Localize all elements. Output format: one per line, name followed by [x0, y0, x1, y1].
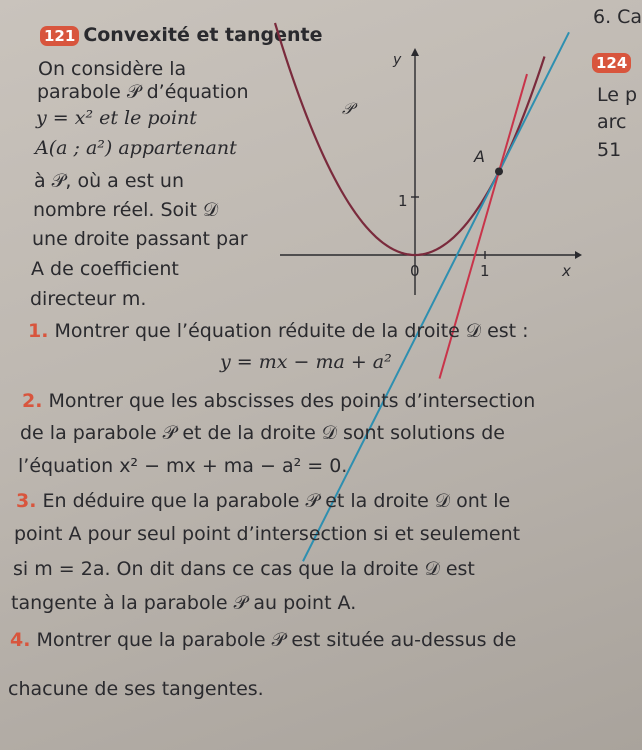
- question-3-line-4: tangente à la parabole 𝒫 au point A.: [11, 592, 357, 614]
- parabola-graph: [280, 40, 592, 300]
- right-column-badge: 124: [592, 53, 631, 72]
- right-column-line-1: Le p: [597, 84, 638, 106]
- question-1-number: 1.: [28, 320, 49, 342]
- graph-curve-label: 𝒫: [342, 99, 354, 118]
- intro-line-2: parabole 𝒫 d’équation: [37, 81, 249, 103]
- question-2-line-2: de la parabole 𝒫 et de la droite 𝒟 sont solutions de: [20, 422, 505, 444]
- parabola-curve: [275, 23, 545, 255]
- question-3-line-3: si m = 2a. On dit dans ce cas que la droite 𝒟 est: [13, 558, 475, 580]
- question-1: [28, 322, 529, 341]
- right-column-line-2: arc: [597, 111, 627, 133]
- graph-x-tick-label: 1: [480, 262, 490, 280]
- graph-x-axis-label: x: [562, 262, 571, 280]
- question-2-line-3: l’équation x² − mx + ma − a² = 0.: [18, 455, 348, 477]
- question-4-line-2: chacune de ses tangentes.: [8, 678, 264, 700]
- question-2-line-1: 2. Montrer que les abscisses des points d’intersection: [22, 390, 536, 412]
- intro-line-8: A de coefficient: [31, 258, 179, 280]
- point-a-marker: [495, 167, 503, 175]
- intro-line-7: une droite passant par: [32, 228, 248, 250]
- graph-point-label: A: [474, 147, 485, 166]
- intro-line-9: directeur m.: [30, 288, 147, 310]
- question-3-line-1: 3. En déduire que la parabole 𝒫 et la droite 𝒟 ont le: [16, 490, 511, 512]
- intro-line-6: nombre réel. Soit 𝒟: [33, 199, 219, 221]
- question-4-line-1: 4. Montrer que la parabole 𝒫 est située au-dessus de: [10, 629, 517, 651]
- graph-y-tick-label: 1: [398, 192, 408, 210]
- x-axis-arrow: [575, 251, 582, 259]
- question-3-line-2: point A pour seul point d’intersection si et seulement: [14, 523, 521, 545]
- question-1-text: Montrer que l’équation réduite de la droite 𝒟 est :: [54, 320, 529, 342]
- question-3-number: 3.: [16, 490, 37, 512]
- right-column-line-3: 51: [597, 139, 622, 161]
- intro-line-5: à 𝒫, où a est un: [34, 170, 185, 192]
- intro-line-3: y = x² et le point: [36, 107, 197, 129]
- exercise-number-badge: 121: [40, 26, 79, 46]
- y-axis-arrow: [411, 48, 419, 56]
- question-4-number: 4.: [10, 629, 31, 651]
- question-1-equation: y = mx − ma + a²: [220, 351, 392, 373]
- right-column-heading: 6. Ca: [593, 6, 642, 28]
- exercise-title: Convexité et tangente: [83, 24, 323, 46]
- graph-y-axis-label: y: [393, 52, 402, 68]
- graph-origin-label: 0: [410, 262, 420, 280]
- question-2-number: 2.: [22, 390, 43, 412]
- intro-line-4: A(a ; a²) appartenant: [35, 137, 237, 159]
- intro-line-1: On considère la: [38, 58, 187, 80]
